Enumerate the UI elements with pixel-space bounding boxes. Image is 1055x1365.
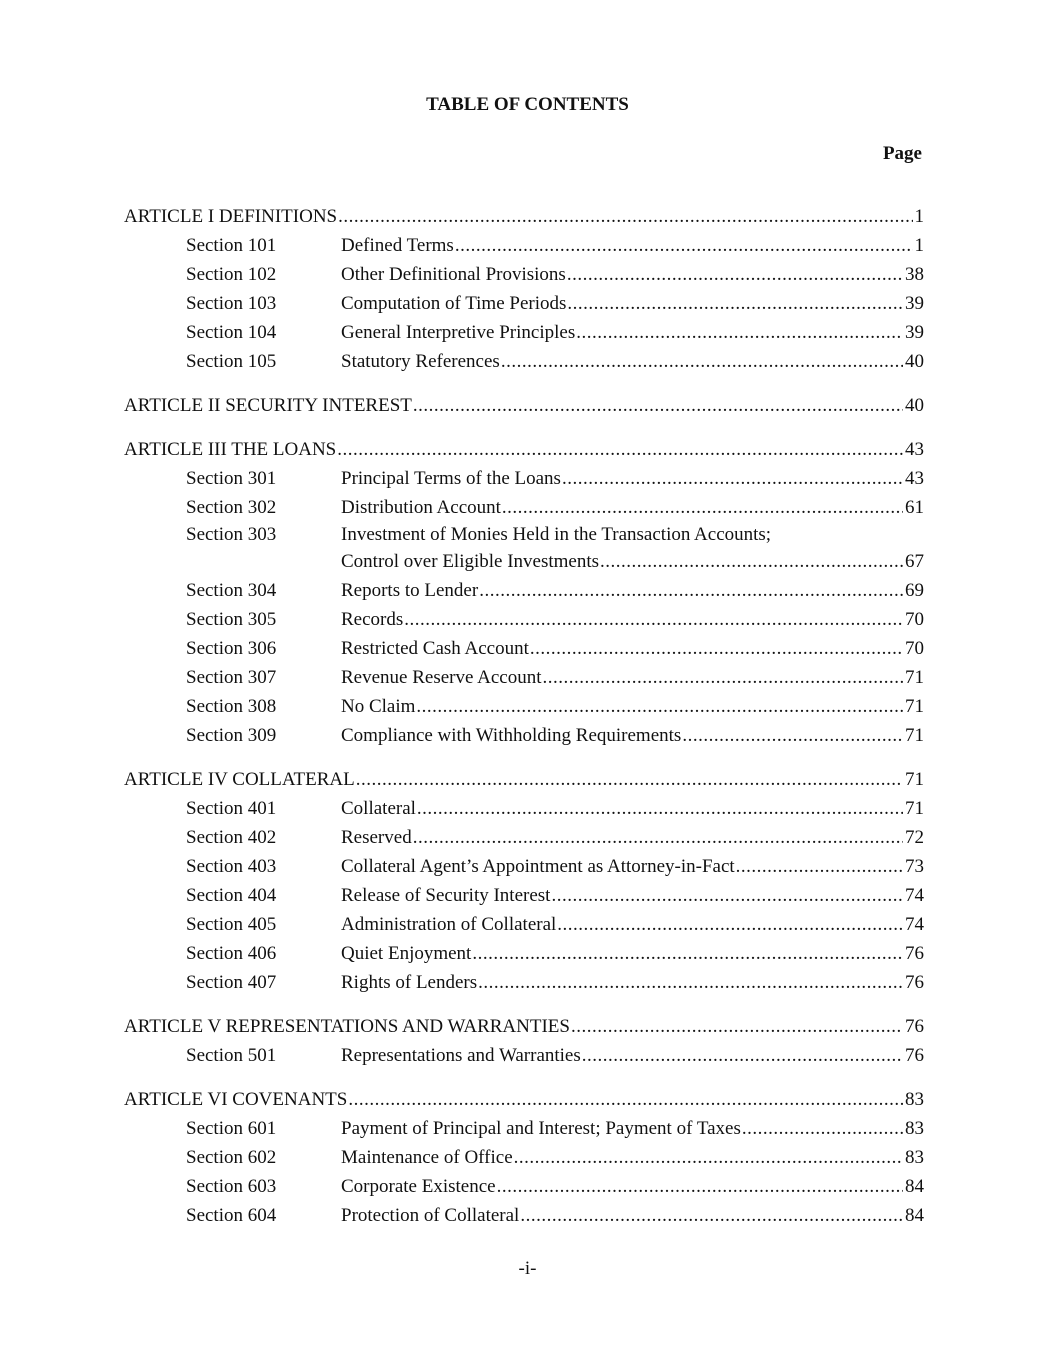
toc-section-entry[interactable] bbox=[124, 231, 924, 260]
dot-leader bbox=[348, 1085, 903, 1114]
dot-leader bbox=[551, 881, 903, 910]
dot-leader bbox=[472, 939, 903, 968]
toc-article-entry[interactable] bbox=[124, 435, 924, 464]
article-title: ARTICLE IV COLLATERAL bbox=[124, 765, 356, 794]
toc-section-entry[interactable] bbox=[124, 1201, 924, 1230]
dot-leader bbox=[682, 721, 903, 750]
section-title: Collateral Agent’s Appointment as Attorney-in-Fact bbox=[341, 852, 736, 881]
page-number: 69 bbox=[903, 576, 924, 605]
section-label: Section 603 bbox=[186, 1176, 277, 1197]
section-label: Section 405 bbox=[186, 914, 277, 935]
toc-section-entry[interactable] bbox=[124, 347, 924, 376]
toc-section-entry[interactable] bbox=[124, 260, 924, 289]
section-label: Section 103 bbox=[186, 293, 277, 314]
page-number: 71 bbox=[903, 692, 924, 721]
page-number: 38 bbox=[903, 260, 924, 289]
section-title: Payment of Principal and Interest; Payment of Taxes bbox=[341, 1114, 742, 1143]
article-title: ARTICLE I DEFINITIONS bbox=[124, 202, 338, 231]
dot-leader bbox=[736, 852, 903, 881]
page-number: 74 bbox=[903, 910, 924, 939]
toc-section-entry[interactable] bbox=[124, 634, 924, 663]
section-title: Representations and Warranties bbox=[341, 1041, 582, 1070]
toc-section-entry[interactable] bbox=[124, 1143, 924, 1172]
article-title: ARTICLE II SECURITY INTEREST bbox=[124, 391, 413, 420]
dot-leader bbox=[571, 1012, 903, 1041]
page-number: 1 bbox=[913, 231, 925, 260]
section-label: Section 305 bbox=[186, 609, 277, 630]
section-title: Restricted Cash Account bbox=[341, 634, 530, 663]
toc-section-entry[interactable] bbox=[124, 1172, 924, 1201]
section-title: Quiet Enjoyment bbox=[341, 939, 472, 968]
section-title: Reports to Lender bbox=[341, 576, 479, 605]
toc-section-entry[interactable] bbox=[124, 663, 924, 692]
page-number: 40 bbox=[903, 347, 924, 376]
toc-section-entry[interactable] bbox=[124, 852, 924, 881]
toc-section-entry[interactable] bbox=[124, 910, 924, 939]
section-label: Section 406 bbox=[186, 943, 277, 964]
toc-section-entry[interactable] bbox=[124, 576, 924, 605]
dot-leader bbox=[502, 493, 903, 522]
section-label: Section 407 bbox=[186, 972, 277, 993]
section-title: General Interpretive Principles bbox=[341, 318, 576, 347]
section-title: Records bbox=[341, 605, 404, 634]
page-number: 84 bbox=[903, 1201, 924, 1230]
toc-section-entry[interactable] bbox=[124, 823, 924, 852]
toc-article-entry[interactable] bbox=[124, 765, 924, 794]
toc-section-entry[interactable] bbox=[124, 1114, 924, 1143]
section-label: Section 302 bbox=[186, 497, 277, 518]
page-number: 61 bbox=[903, 493, 924, 522]
section-label: Section 403 bbox=[186, 856, 277, 877]
dot-leader bbox=[567, 260, 903, 289]
dot-leader bbox=[562, 464, 903, 493]
dot-leader bbox=[582, 1041, 903, 1070]
dot-leader bbox=[479, 576, 903, 605]
section-label: Section 301 bbox=[186, 468, 277, 489]
section-title: Statutory References bbox=[341, 347, 501, 376]
dot-leader bbox=[600, 547, 903, 576]
section-label: Section 104 bbox=[186, 322, 277, 343]
dot-leader bbox=[338, 202, 912, 231]
toc-section-entry[interactable] bbox=[124, 464, 924, 493]
page-number: 83 bbox=[903, 1085, 924, 1114]
toc-article-entry[interactable] bbox=[124, 202, 924, 231]
page-number: 84 bbox=[903, 1172, 924, 1201]
section-title: Principal Terms of the Loans bbox=[341, 464, 562, 493]
section-title: Protection of Collateral bbox=[341, 1201, 520, 1230]
page-number: 83 bbox=[903, 1143, 924, 1172]
dot-leader bbox=[514, 1143, 903, 1172]
section-title: Revenue Reserve Account bbox=[341, 663, 542, 692]
dot-leader bbox=[497, 1172, 903, 1201]
page-number: 76 bbox=[903, 1041, 924, 1070]
section-label: Section 303 bbox=[186, 524, 277, 545]
dot-leader bbox=[478, 968, 903, 997]
page-number: 71 bbox=[903, 663, 924, 692]
page-number: 70 bbox=[903, 605, 924, 634]
page-number: 39 bbox=[903, 318, 924, 347]
section-label: Section 102 bbox=[186, 264, 277, 285]
toc-section-entry[interactable] bbox=[124, 939, 924, 968]
section-title: No Claim bbox=[341, 692, 416, 721]
dot-leader bbox=[413, 391, 903, 420]
dot-leader bbox=[413, 823, 903, 852]
dot-leader bbox=[520, 1201, 903, 1230]
section-title: Release of Security Interest bbox=[341, 881, 551, 910]
toc-section-entry[interactable] bbox=[124, 605, 924, 634]
page-number: 70 bbox=[903, 634, 924, 663]
dot-leader bbox=[501, 347, 903, 376]
toc-section-entry[interactable] bbox=[124, 968, 924, 997]
page-number: 43 bbox=[903, 435, 924, 464]
dot-leader bbox=[404, 605, 903, 634]
dot-leader bbox=[417, 794, 903, 823]
page-number: 71 bbox=[903, 721, 924, 750]
article-title: ARTICLE V REPRESENTATIONS AND WARRANTIES bbox=[124, 1012, 571, 1041]
section-title: Administration of Collateral bbox=[341, 910, 557, 939]
section-title: Computation of Time Periods bbox=[341, 289, 567, 318]
section-title: Collateral bbox=[341, 794, 417, 823]
dot-leader bbox=[742, 1114, 903, 1143]
section-title: Defined Terms bbox=[341, 231, 455, 260]
table-of-contents bbox=[124, 202, 924, 1230]
dot-leader bbox=[576, 318, 903, 347]
page-number: 71 bbox=[903, 794, 924, 823]
dot-leader bbox=[337, 435, 903, 464]
page-number: 76 bbox=[903, 1012, 924, 1041]
page-number: 74 bbox=[903, 881, 924, 910]
dot-leader bbox=[542, 663, 903, 692]
page-number: 71 bbox=[903, 765, 924, 794]
section-label: Section 307 bbox=[186, 667, 277, 688]
dot-leader bbox=[567, 289, 903, 318]
footer-page-number: -i- bbox=[518, 1258, 537, 1279]
toc-section-entry[interactable] bbox=[124, 721, 924, 750]
section-label: Section 306 bbox=[186, 638, 277, 659]
section-label: Section 309 bbox=[186, 725, 277, 746]
toc-article-entry[interactable] bbox=[124, 1012, 924, 1041]
dot-leader bbox=[530, 634, 903, 663]
section-title: Reserved bbox=[341, 823, 413, 852]
dot-leader bbox=[557, 910, 903, 939]
toc-article-entry[interactable] bbox=[124, 391, 924, 420]
page-number: 40 bbox=[903, 391, 924, 420]
toc-section-entry[interactable] bbox=[124, 522, 924, 576]
page-column-header: Page bbox=[882, 143, 922, 164]
dot-leader bbox=[455, 231, 913, 260]
section-label: Section 601 bbox=[186, 1118, 277, 1139]
page-number: 39 bbox=[903, 289, 924, 318]
section-label: Section 304 bbox=[186, 580, 277, 601]
page-number: 67 bbox=[903, 547, 924, 576]
toc-section-entry[interactable] bbox=[124, 881, 924, 910]
section-title-line2: Control over Eligible Investments bbox=[341, 547, 600, 576]
section-title: Compliance with Withholding Requirements bbox=[341, 721, 682, 750]
article-title: ARTICLE III THE LOANS bbox=[124, 435, 337, 464]
toc-section-entry[interactable] bbox=[124, 318, 924, 347]
section-label: Section 402 bbox=[186, 827, 277, 848]
section-title: Maintenance of Office bbox=[341, 1143, 514, 1172]
page-number: 43 bbox=[903, 464, 924, 493]
toc-article-entry[interactable] bbox=[124, 1085, 924, 1114]
page-number: 76 bbox=[903, 939, 924, 968]
section-title: Distribution Account bbox=[341, 493, 502, 522]
page-number: 1 bbox=[913, 202, 925, 231]
section-label: Section 401 bbox=[186, 798, 277, 819]
toc-section-entry[interactable] bbox=[124, 289, 924, 318]
toc-section-entry[interactable] bbox=[124, 692, 924, 721]
page-title: TABLE OF CONTENTS bbox=[426, 94, 629, 115]
toc-section-entry[interactable] bbox=[124, 794, 924, 823]
section-label: Section 105 bbox=[186, 351, 277, 372]
section-title: Other Definitional Provisions bbox=[341, 260, 567, 289]
toc-section-entry[interactable] bbox=[124, 493, 924, 522]
section-title: Rights of Lenders bbox=[341, 968, 478, 997]
section-title: Corporate Existence bbox=[341, 1172, 497, 1201]
section-title-line1: Investment of Monies Held in the Transaction Accounts; bbox=[341, 524, 772, 545]
section-label: Section 101 bbox=[186, 235, 277, 256]
dot-leader bbox=[356, 765, 903, 794]
dot-leader bbox=[416, 692, 903, 721]
toc-section-entry[interactable] bbox=[124, 1041, 924, 1070]
section-label: Section 602 bbox=[186, 1147, 277, 1168]
page-number: 76 bbox=[903, 968, 924, 997]
section-label: Section 308 bbox=[186, 696, 277, 717]
section-label: Section 604 bbox=[186, 1205, 277, 1226]
page-number: 83 bbox=[903, 1114, 924, 1143]
page-number: 72 bbox=[903, 823, 924, 852]
article-title: ARTICLE VI COVENANTS bbox=[124, 1085, 348, 1114]
section-label: Section 501 bbox=[186, 1045, 277, 1066]
section-label: Section 404 bbox=[186, 885, 277, 906]
page-number: 73 bbox=[903, 852, 924, 881]
